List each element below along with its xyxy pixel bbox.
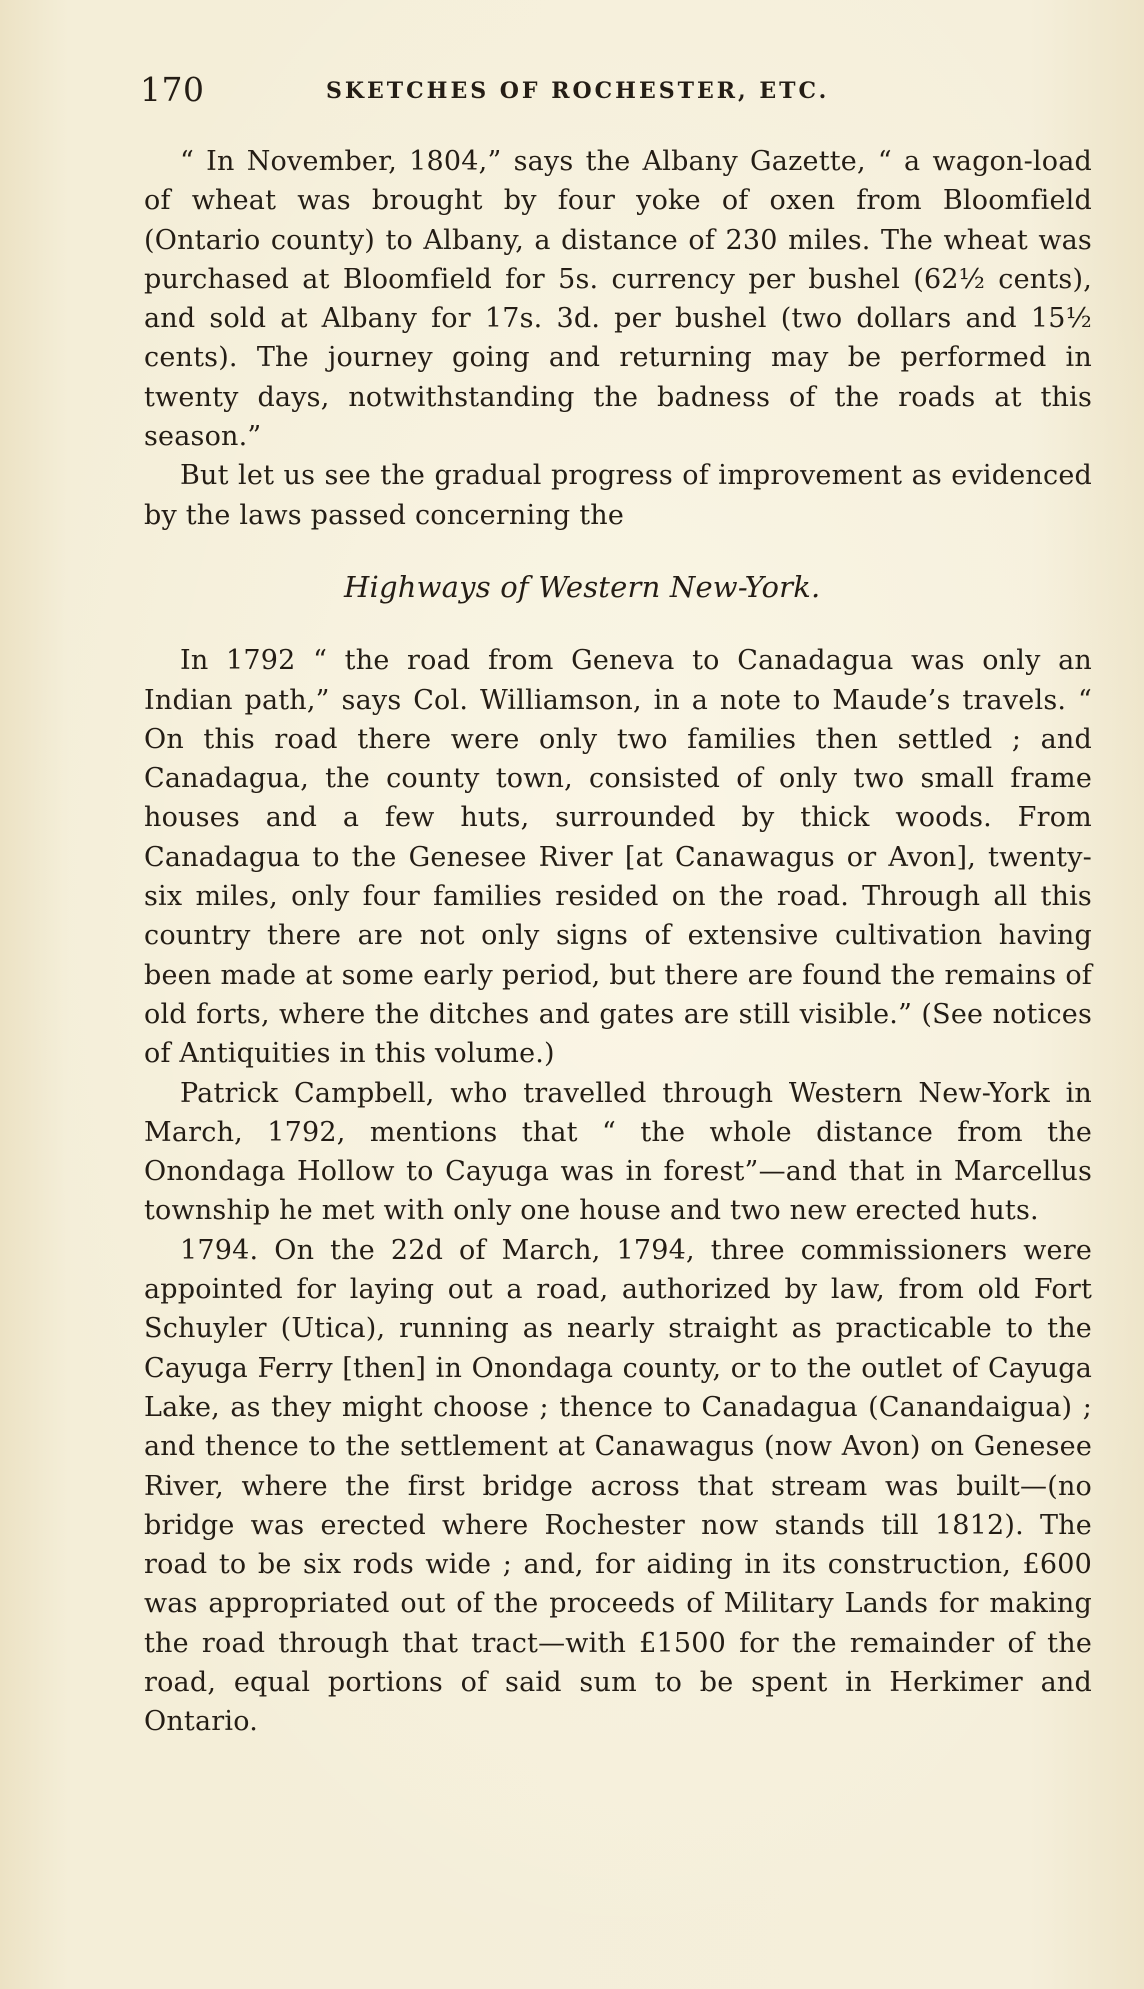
paragraph-progress-intro: But let us see the gradual progress of improvement as evidenced by the laws passed concerning the	[144, 460, 1092, 531]
paragraph-albany-gazette: “ In November, 1804,” says the Albany Gazette, “ a wagon-load of wheat was brought by four yoke of oxen from Bloomfield (Ontario county) to Albany, a distance of 230 miles. The wheat was purchased at Bloomfield for 5s. currency per bushel (62½ cents), and sold at Albany for 17s. 3d. per bushel (two dollars and 15½ cents). The journey going and returning may be performed in twenty days, notwithstanding the badness of the roads at this season.”	[144, 146, 1092, 453]
page-header	[140, 70, 900, 114]
body-text	[144, 142, 1092, 1742]
running-head: SKETCHES OF ROCHESTER, ETC.	[326, 78, 830, 104]
section-heading: Highways of Western New-York.	[344, 569, 821, 604]
paragraph-1792-road: In 1792 “ the road from Geneva to Canadagua was only an Indian path,” says Col. Williamson, in a note to Maude’s travels. “ On this road there were only two families then settled ; and Canadagua, the county town, consisted of only two small frame houses and a few huts, surrounded by thick woods. From Canadagua to the Genesee River [at Canawagus or Avon], twenty-six miles, only four families resided on the road. Through all this country there are not only signs of extensive cultivation having been made at some early period, but there are found the remains of old forts, where the ditches and gates are still visible.” (See notices of Antiquities in this volume.)	[144, 645, 1092, 1070]
page-number: 170	[140, 70, 205, 109]
paragraph-patrick-campbell: Patrick Campbell, who travelled through Western New-York in March, 1792, mentions that “ the whole distance from the Onondaga Hollow to Cayuga was in forest”—and that in Marcellus township he met with only one house and two new erected huts.	[144, 1077, 1092, 1227]
paragraph-1794-commissioners: 1794. On the 22d of March, 1794, three commissioners were appointed for laying out a road, authorized by law, from old Fort Schuyler (Utica), running as nearly straight as practicable to the Cayuga Ferry [then] in Onondaga county, or to the outlet of Cayuga Lake, as they might choose ; thence to Canadagua (Canandaigua) ; and thence to the settlement at Canawagus (now Avon) on Genesee River, where the first bridge across that stream was built—(no bridge was erected where Rochester now stands till 1812). The road to be six rods wide ; and, for aiding in its construction, £600 was appropriated out of the proceeds of Military Lands for making the road through that tract—with £1500 for the remainder of the road, equal portions of said sum to be spent in Herkimer and Ontario.	[144, 1234, 1092, 1738]
